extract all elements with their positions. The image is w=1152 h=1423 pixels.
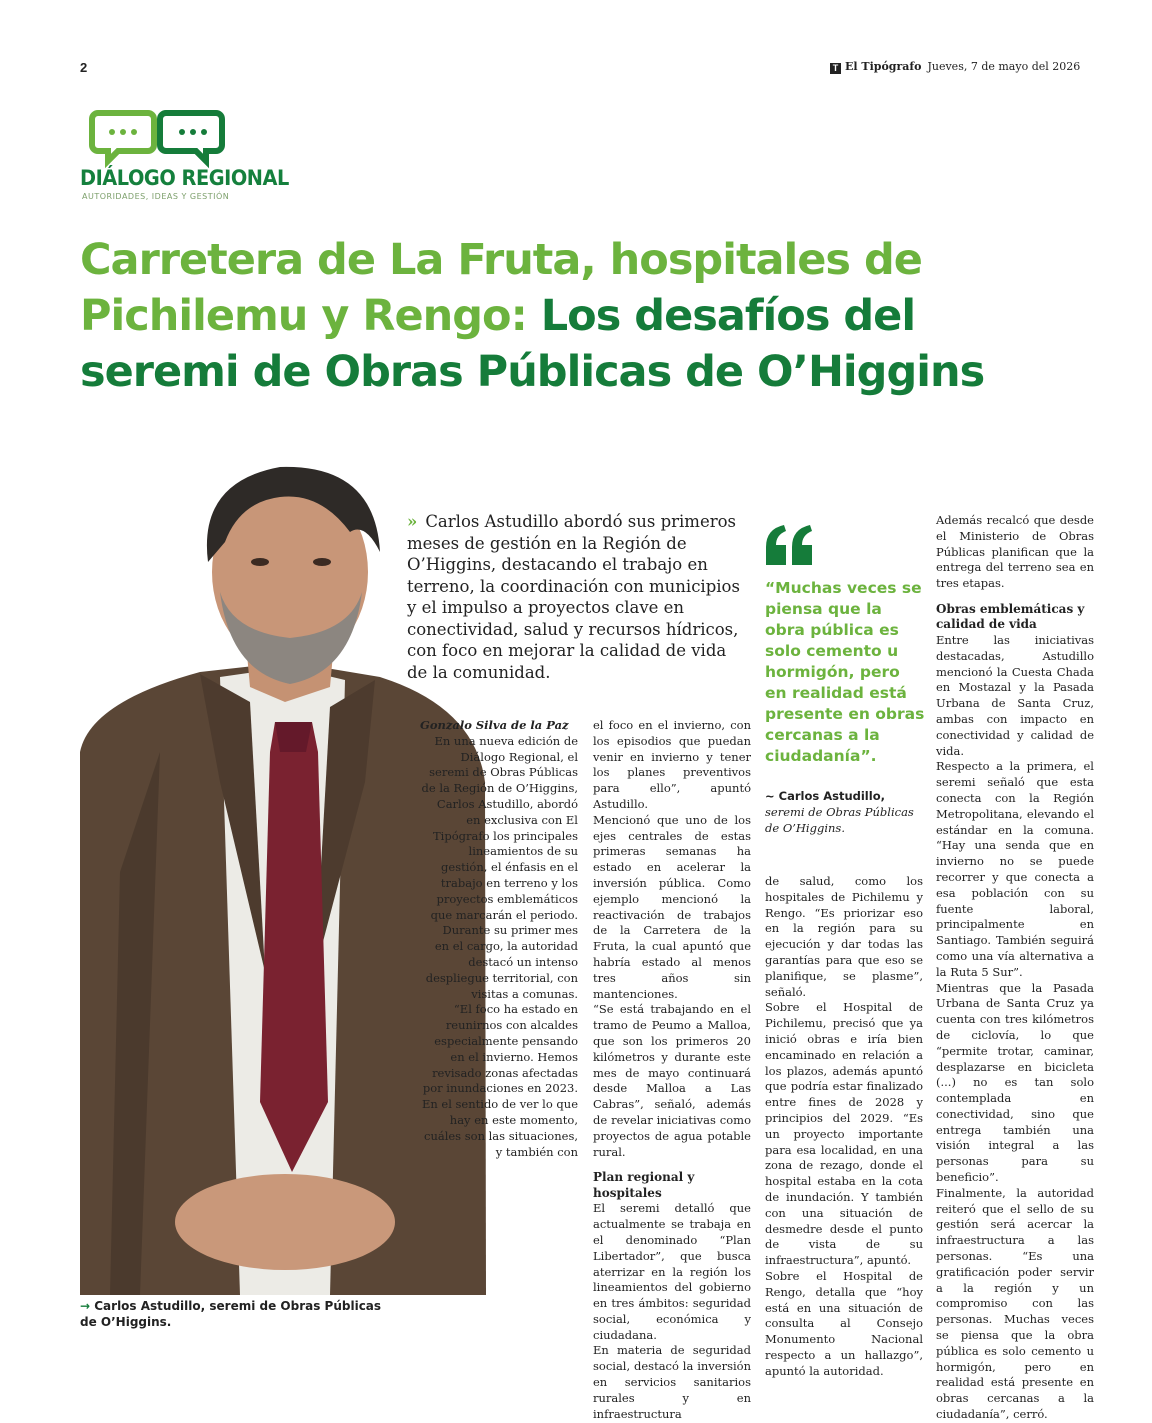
paragraph: “El foco ha estado en reunirnos con alcaldes especialmente pensando en el invierno. Hemos revisado zonas afectadas por inundaciones en 2023. En el sentido de ver lo que hay en este momento, cuáles son las situaciones, y también con <box>421 1002 578 1159</box>
photo-caption <box>80 1298 400 1330</box>
issue-date: Jueves, 7 de mayo del 2026 <box>927 60 1081 73</box>
arrow-right-icon: → <box>80 1299 91 1313</box>
pull-quote: “Muchas veces se piensa que la obra pública es solo cemento u hormigón, pero en realidad está presente en obras cercanas a la ciudadanía”. <box>765 579 925 765</box>
article-column-3 <box>765 874 923 1380</box>
paragraph: “Se está trabajando en el tramo de Peumo a Malloa, que son los primeros 20 kilómetros y durante este mes de mayo continuará desde Malloa a Las Cabras”, señaló, además de revelar iniciativas como proyectos de agua potable rural. <box>593 1002 751 1159</box>
double-chevron-icon: » <box>407 512 418 531</box>
publication-name: El Tipógrafo <box>845 60 922 73</box>
paragraph: de salud, como los hospitales de Pichilemu y Rengo. “Es priorizar eso en la región para su ejecución y dar todas las garantías para que eso se planifique, se plasme”, señaló. <box>765 874 923 999</box>
paragraph: En materia de seguridad social, destacó la inversión en servicios sanitarios rurales y en infraestructura <box>593 1343 751 1421</box>
article-column-4 <box>936 513 1094 1423</box>
section-tagline: AUTORIDADES, IDEAS Y GESTIÓN <box>82 192 230 201</box>
paragraph: En una nueva edición de Diálogo Regional, el seremi de Obras Públicas de la Región de O’Higgins, Carlos Astudillo, abordó en exclusiva con El Tipógrafo los principales lineamientos de su gestión, el énfasis en el trabajo en terreno y los proyectos emblemáticos que marcarán el periodo. <box>421 733 578 922</box>
article-column-2 <box>593 718 751 1422</box>
quote-mark-icon <box>764 523 814 567</box>
paragraph: Sobre el Hospital de Pichilemu, precisó que ya inició obras e iría bien encaminado en relación a los plazos, además apuntó que podría estar finalizado entre fines de 2028 y principios del 2029. “Es un proyecto importante para esa localidad, en una zona de rezago, donde el hospital estaba en la cota de inundación. Y también con una situación de desmedre desde el punto de vista de su infraestructura”, apuntó. <box>765 1000 923 1268</box>
paragraph: Entre las iniciativas destacadas, Astudillo mencionó la Cuesta Chada en Mostazal y la Pasada Urbana de Santa Cruz, ambas con impacto en conectividad y calidad de vida. <box>936 632 1094 758</box>
article-column-1 <box>420 718 578 1160</box>
byline: Gonzalo Silva de la Paz <box>420 718 569 732</box>
paragraph: Respecto a la primera, el seremi señaló que esta conecta con la Región Metropolitana, elevando el estándar en la comuna. “Hay una senda que en invierno no se puede recorrer y que conecta a esa población con su fuente laboral, principalmente en Santiago. También seguirá como una vía alternativa a la Ruta 5 Sur”. <box>936 759 1094 979</box>
publication-logo-icon: T <box>830 63 841 74</box>
lead-text: Carlos Astudillo abordó sus primeros meses de gestión en la Región de O’Higgins, destacando el trabajo en terreno, la coordinación con municipios y el impulso a proyectos clave en conectividad, salud y recursos hídricos, con foco en mejorar la calidad de vida de la comunidad. <box>407 512 740 682</box>
paragraph: Sobre el Hospital de Rengo, detalla que “hoy está en una situación de consulta al Consejo Monumento Nacional respecto a un hallazgo”, apuntó la autoridad. <box>765 1268 923 1378</box>
photo-caption-text: Carlos Astudillo, seremi de Obras Públicas de O’Higgins. <box>80 1299 382 1329</box>
headline <box>80 232 1080 400</box>
paragraph: Además recalcó que desde el Ministerio de Obras Públicas planifican que la entrega del terreno sea en tres etapas. <box>936 513 1094 591</box>
paragraph: Mencionó que uno de los ejes centrales de estas primeras semanas ha estado en acelerar la inversión pública. Como ejemplo mencionó la reactivación de trabajos de la Carretera de la Fruta, la cual apuntó que habría estado al menos tres años sin mantenciones. <box>593 812 751 1001</box>
quote-attribution-role: seremi de Obras Públicas de O’Higgins. <box>765 805 914 835</box>
quote-attribution <box>765 788 925 836</box>
masthead <box>830 60 1080 74</box>
article-lead <box>407 511 745 683</box>
paragraph: Mientras que la Pasada Urbana de Santa Cruz ya cuenta con tres kilómetros de ciclovía, lo que “permite trotar, caminar, desplazarse en bicicleta (...) no es tan solo contemplada en conectividad, sino que entrega también una visión integral a las personas para su beneficio”. <box>936 980 1094 1185</box>
headline-part-2: Los desafíos del seremi de Obras Públicas de O’Higgins <box>80 291 985 397</box>
quote-attribution-name: ~ Carlos Astudillo, <box>765 789 885 803</box>
paragraph: El seremi detalló que actualmente se trabaja en el denominado “Plan Libertador”, que busca aterrizar en la región los lineamientos del gobierno en tres ámbitos: seguridad social, económica y ciudadana. <box>593 1201 751 1342</box>
paragraph: Durante su primer mes en el cargo, la autoridad destacó un intenso despliegue territorial, con visitas a comunas. <box>425 923 578 1001</box>
headline-part-1: Carretera de La Fruta, hospitales de Pichilemu y Rengo: <box>80 235 922 341</box>
paragraph: Finalmente, la autoridad reiteró que el sello de su gestión será acercar la infraestructura a las personas. “Es una gratificación poder servir a la región y un compromiso con las personas. Muchas veces se piensa que la obra pública es solo cemento u hormigón, pero en realidad está presente en obras cercanas a la ciudadanía”, cerró. <box>936 1185 1094 1422</box>
paragraph: el foco en el invierno, con los episodios que puedan venir en invierno y tener los planes preventivos para ello”, apuntó Astudillo. <box>593 718 751 811</box>
section-name: DIÁLOGO REGIONAL <box>80 166 289 190</box>
page-number: 2 <box>80 60 88 75</box>
subheading: Obras emblemáticas y calidad de vida <box>936 601 1085 632</box>
subheading: Plan regional y hospitales <box>593 1170 695 1200</box>
